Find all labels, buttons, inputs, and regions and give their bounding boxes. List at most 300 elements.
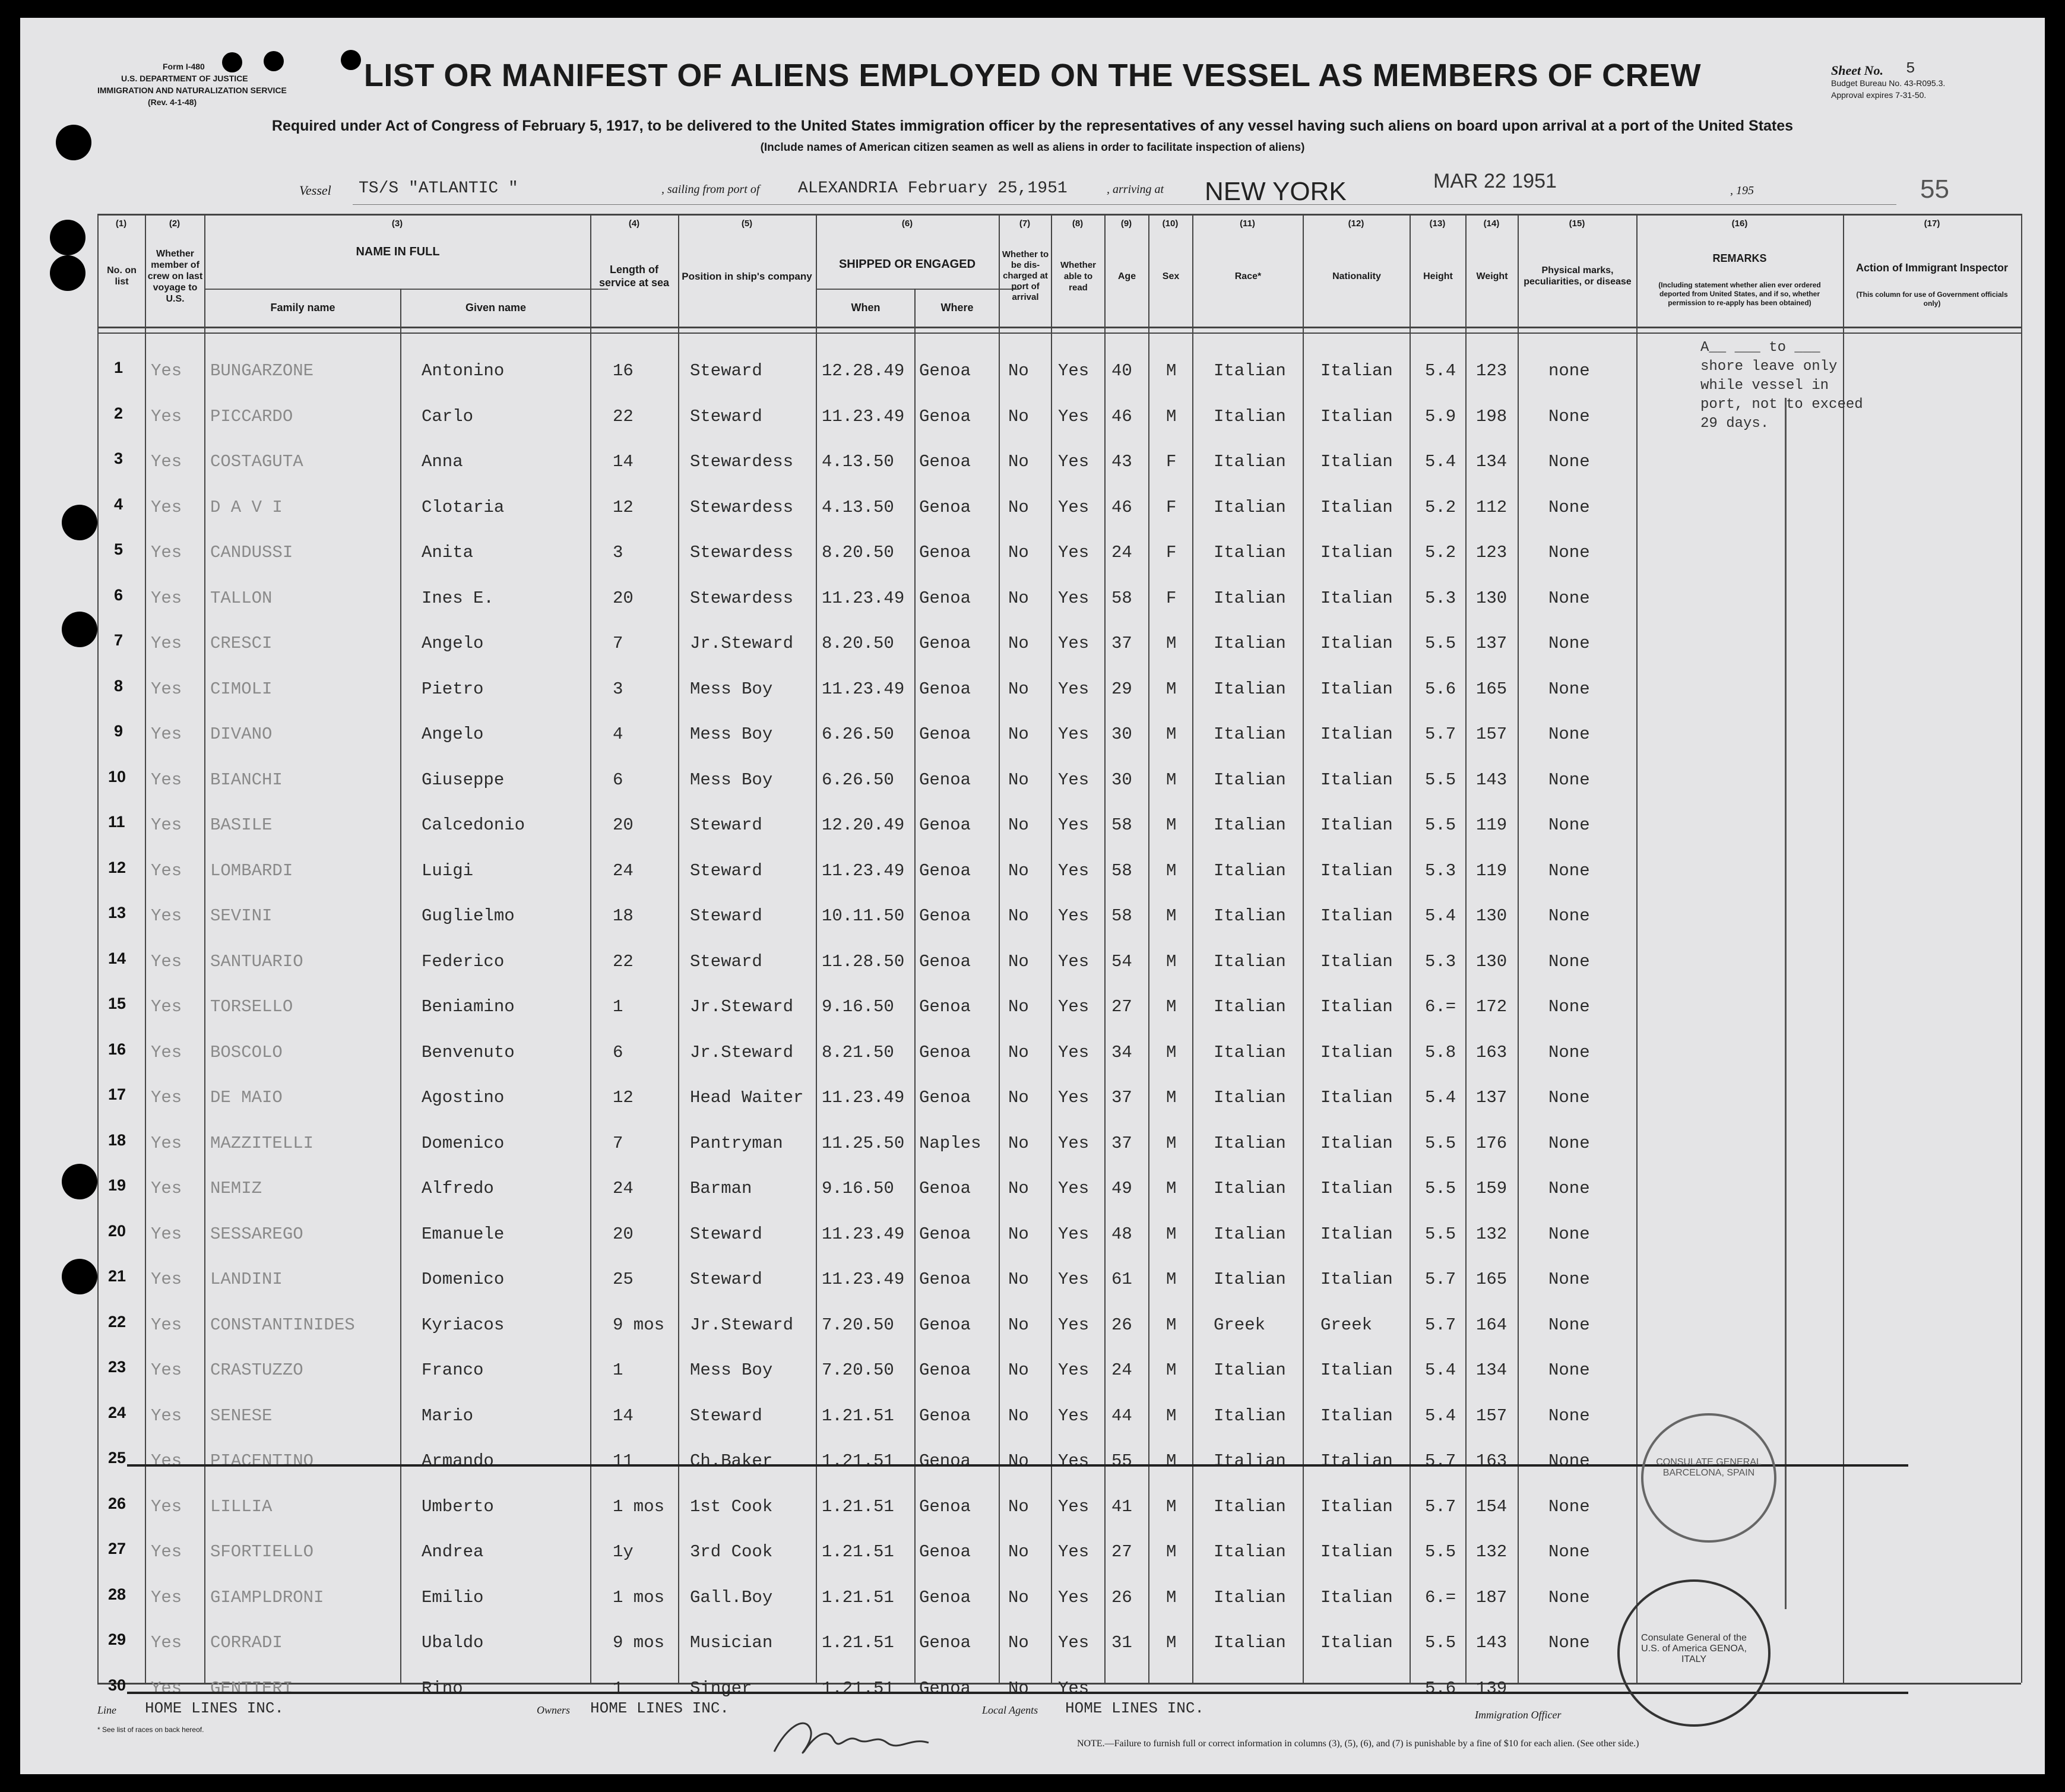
row-sex: M: [1166, 1360, 1177, 1380]
row-able-to-read: Yes: [1058, 1542, 1089, 1562]
row-shipped-when: 1.21.51: [822, 1587, 894, 1607]
row-discharged: No: [1008, 724, 1029, 744]
row-age: 27: [1111, 997, 1132, 1017]
row-service: 1: [613, 1360, 623, 1380]
col-num: (10): [1162, 219, 1179, 229]
row-nationality: Italian: [1320, 497, 1393, 517]
row-physical-marks: None: [1548, 997, 1590, 1017]
col-num: (2): [169, 219, 180, 229]
row-nationality: Italian: [1320, 724, 1393, 744]
row-number: 21: [108, 1267, 126, 1285]
row-age: 49: [1111, 1179, 1132, 1198]
row-able-to-read: Yes: [1058, 1269, 1089, 1289]
row-shipped-where: Genoa: [919, 1405, 971, 1426]
punch-hole: [50, 255, 85, 291]
row-shipped-when: 11.23.49: [822, 860, 905, 881]
row-discharged: No: [1008, 1269, 1029, 1289]
row-able-to-read: Yes: [1058, 679, 1089, 699]
col-num: (16): [1731, 219, 1748, 229]
row-weight: 163: [1476, 1042, 1507, 1062]
row-sex: M: [1166, 634, 1177, 653]
row-service: 22: [613, 951, 634, 971]
row-family-name: DE MAIO: [210, 1088, 283, 1107]
row-race: Italian: [1214, 1405, 1286, 1426]
row-crew: Yes: [151, 1088, 182, 1107]
row-physical-marks: None: [1548, 1088, 1590, 1107]
row-weight: 172: [1476, 997, 1507, 1017]
row-discharged: No: [1008, 1678, 1029, 1698]
table-row: [20, 578, 2045, 623]
row-sex: M: [1166, 1269, 1177, 1289]
row-service: 16: [613, 361, 634, 381]
row-race: Greek: [1214, 1315, 1266, 1335]
row-weight: 130: [1476, 588, 1507, 608]
row-nationality: Italian: [1320, 860, 1393, 881]
row-height: 5.6: [1425, 1678, 1456, 1698]
form-dept: U.S. DEPARTMENT OF JUSTICE: [121, 74, 248, 83]
row-service: 6: [613, 1042, 623, 1062]
row-crew: Yes: [151, 997, 182, 1017]
row-weight: 163: [1476, 1451, 1507, 1471]
row-weight: 134: [1476, 1360, 1507, 1380]
row-given-name: Franco: [422, 1360, 484, 1380]
row-discharged: No: [1008, 997, 1029, 1017]
row-shipped-where: Genoa: [919, 906, 971, 926]
row-discharged: No: [1008, 1633, 1029, 1652]
row-race: Italian: [1214, 724, 1286, 744]
row-given-name: Pietro: [422, 679, 484, 699]
table-row: [20, 1214, 2045, 1259]
row-race: Italian: [1214, 860, 1286, 881]
row-able-to-read: Yes: [1058, 860, 1089, 881]
table-row: [20, 986, 2045, 1031]
row-sex: M: [1166, 1451, 1177, 1471]
row-weight: 130: [1476, 906, 1507, 926]
row-service: 1y: [613, 1542, 634, 1562]
row-height: 5.4: [1425, 1088, 1456, 1107]
row-shipped-when: 1.21.51: [822, 1542, 894, 1562]
row-age: 37: [1111, 1133, 1132, 1153]
row-number: 30: [108, 1676, 126, 1694]
row-position: Steward: [690, 361, 762, 381]
row-discharged: No: [1008, 1451, 1029, 1471]
row-shipped-where: Genoa: [919, 860, 971, 881]
row-given-name: Angelo: [422, 724, 484, 744]
row-physical-marks: None: [1548, 1269, 1590, 1289]
row-nationality: Italian: [1320, 634, 1393, 653]
row-shipped-when: 1.21.51: [822, 1451, 894, 1471]
row-nationality: Italian: [1320, 906, 1393, 926]
row-family-name: BOSCOLO: [210, 1042, 283, 1062]
row-position: 3rd Cook: [690, 1542, 773, 1562]
col-header-remarks: REMARKS: [1712, 252, 1767, 264]
row-weight: 134: [1476, 452, 1507, 471]
row-age: 37: [1111, 634, 1132, 653]
consulate-stamp-barcelona: [1641, 1413, 1776, 1543]
row-given-name: Andrea: [422, 1542, 484, 1562]
budget-bureau: Budget Bureau No. 43-R095.3.: [1831, 78, 1946, 88]
row-able-to-read: Yes: [1058, 1633, 1089, 1652]
row-shipped-where: Genoa: [919, 588, 971, 608]
row-age: 46: [1111, 406, 1132, 426]
row-service: 20: [613, 1224, 634, 1244]
row-service: 7: [613, 1133, 623, 1153]
row-sex: F: [1166, 452, 1177, 471]
row-service: 24: [613, 860, 634, 881]
row-service: 1 mos: [613, 1496, 665, 1516]
row-age: 58: [1111, 588, 1132, 608]
row-shipped-when: 6.26.50: [822, 770, 894, 790]
row-discharged: No: [1008, 951, 1029, 971]
row-number: 5: [114, 540, 123, 558]
row-family-name: SENESE: [210, 1405, 273, 1426]
row-service: 3: [613, 679, 623, 699]
col-header-sex: Sex: [1162, 271, 1180, 281]
row-family-name: LILLIA: [210, 1496, 273, 1516]
row-race: Italian: [1214, 770, 1286, 790]
row-physical-marks: None: [1548, 1451, 1590, 1471]
row-given-name: Anita: [422, 543, 474, 562]
row-able-to-read: Yes: [1058, 1360, 1089, 1380]
row-number: 26: [108, 1494, 126, 1512]
row-family-name: LANDINI: [210, 1269, 283, 1289]
row-discharged: No: [1008, 1133, 1029, 1153]
table-row: [20, 1531, 2045, 1576]
table-row: [20, 941, 2045, 986]
row-able-to-read: Yes: [1058, 1496, 1089, 1516]
row-given-name: Ines E.: [422, 588, 494, 608]
row-given-name: Mario: [422, 1405, 474, 1426]
table-row: [20, 1350, 2045, 1395]
stamp-text: CONSULATE GENERAL BARCELONA, SPAIN: [1656, 1457, 1762, 1478]
row-nationality: Italian: [1320, 1042, 1393, 1062]
row-number: 27: [108, 1540, 126, 1557]
row-age: 30: [1111, 770, 1132, 790]
row-able-to-read: Yes: [1058, 815, 1089, 835]
row-nationality: Italian: [1320, 1269, 1393, 1289]
row-discharged: No: [1008, 1224, 1029, 1244]
row-service: 1 mos: [613, 1587, 665, 1607]
col-header-discharged: Whether to be dis-charged at port of arrival: [1002, 249, 1049, 302]
vessel-label: Vessel: [299, 183, 331, 198]
table-row: [20, 1123, 2045, 1168]
row-sex: M: [1166, 406, 1177, 426]
row-shipped-where: Genoa: [919, 1587, 971, 1607]
row-shipped-when: 9.16.50: [822, 1179, 894, 1198]
col-num: (11): [1240, 219, 1255, 229]
row-age: 54: [1111, 951, 1132, 971]
row-shipped-when: 9.16.50: [822, 997, 894, 1017]
table-row: [20, 396, 2045, 441]
row-position: Barman: [690, 1179, 752, 1198]
row-weight: 164: [1476, 1315, 1507, 1335]
row-shipped-where: Genoa: [919, 1088, 971, 1107]
row-given-name: Kyriacos: [422, 1315, 505, 1335]
row-service: 12: [613, 1088, 634, 1107]
row-weight: 119: [1476, 860, 1507, 881]
row-able-to-read: Yes: [1058, 906, 1089, 926]
row-height: 5.6: [1425, 679, 1456, 699]
row-service: 14: [613, 452, 634, 471]
row-crew: Yes: [151, 1133, 182, 1153]
row-physical-marks: None: [1548, 1587, 1590, 1607]
row-height: 5.5: [1425, 815, 1456, 835]
row-family-name: BUNGARZONE: [210, 361, 314, 381]
row-race: Italian: [1214, 1088, 1286, 1107]
row-service: 4: [613, 724, 623, 744]
row-service: 7: [613, 634, 623, 653]
table-row: [20, 623, 2045, 668]
row-discharged: No: [1008, 497, 1029, 517]
row-sex: M: [1166, 1315, 1177, 1335]
row-number: 7: [114, 631, 123, 649]
row-discharged: No: [1008, 361, 1029, 381]
row-given-name: Antonino: [422, 361, 505, 381]
row-weight: 132: [1476, 1224, 1507, 1244]
col-header-given: Given name: [465, 301, 527, 314]
line-label: Line: [97, 1704, 117, 1716]
row-service: 12: [613, 497, 634, 517]
row-position: Steward: [690, 860, 762, 881]
approval-expires: Approval expires 7-31-50.: [1831, 90, 1927, 100]
row-crew: Yes: [151, 770, 182, 790]
col-header-family: Family name: [270, 301, 335, 314]
row-number: 9: [114, 722, 123, 740]
col-num: (5): [741, 219, 753, 229]
remarks-text: A__ ___ to ___ shore leave only while vessel in port, not to exceed 29 days.: [1700, 340, 1863, 432]
col-num: (4): [628, 219, 640, 229]
row-age: 30: [1111, 724, 1132, 744]
row-age: 24: [1111, 1360, 1132, 1380]
table-row: [20, 1077, 2045, 1122]
row-physical-marks: none: [1548, 361, 1590, 381]
inspector-signature: [768, 1710, 946, 1763]
row-crew: Yes: [151, 679, 182, 699]
row-weight: 157: [1476, 1405, 1507, 1426]
row-crew: Yes: [151, 1451, 182, 1471]
row-able-to-read: Yes: [1058, 588, 1089, 608]
row-given-name: Giuseppe: [422, 770, 505, 790]
col-header-marks: Physical marks, peculiarities, or disease: [1524, 265, 1632, 287]
row-height: 5.4: [1425, 452, 1456, 471]
row-number: 10: [108, 767, 126, 786]
row-age: 26: [1111, 1587, 1132, 1607]
row-shipped-when: 1.21.51: [822, 1405, 894, 1426]
col-header-no: No. on list: [107, 265, 137, 287]
row-sex: M: [1166, 1405, 1177, 1426]
row-sex: M: [1166, 724, 1177, 744]
row-number: 28: [108, 1585, 126, 1603]
col-header-remarks-note: (Including statement whether alien ever ordered deported from United States, and if so, whether permission to re-apply has been obtained): [1658, 280, 1821, 307]
row-able-to-read: Yes: [1058, 1042, 1089, 1062]
row-given-name: Domenico: [422, 1133, 505, 1153]
row-race: Italian: [1214, 1542, 1286, 1562]
row-discharged: No: [1008, 906, 1029, 926]
row-age: 29: [1111, 679, 1132, 699]
row-position: Ch.Baker: [690, 1451, 773, 1471]
row-family-name: LOMBARDI: [210, 860, 293, 881]
row-height: 6.=: [1425, 1587, 1456, 1607]
row-position: Mess Boy: [690, 770, 773, 790]
row-race: Italian: [1214, 1133, 1286, 1153]
row-nationality: Greek: [1320, 1315, 1373, 1335]
row-shipped-where: Genoa: [919, 1678, 971, 1698]
row-age: 61: [1111, 1269, 1132, 1289]
row-given-name: Umberto: [422, 1496, 494, 1516]
row-shipped-when: 8.20.50: [822, 634, 894, 653]
row-age: 44: [1111, 1405, 1132, 1426]
row-nationality: Italian: [1320, 1224, 1393, 1244]
row-discharged: No: [1008, 1315, 1029, 1335]
form-number: Form I-480: [163, 62, 205, 71]
row-given-name: Agostino: [422, 1088, 505, 1107]
row-weight: 112: [1476, 497, 1507, 517]
row-number: 14: [108, 949, 126, 967]
footer-note: NOTE.—Failure to furnish full or correct information in columns (3), (5), (6), and (7) is punishable by a fine of $10 for each alien. (See other side.): [1077, 1739, 1639, 1749]
row-age: 37: [1111, 1088, 1132, 1107]
row-able-to-read: Yes: [1058, 724, 1089, 744]
row-able-to-read: Yes: [1058, 406, 1089, 426]
row-service: 20: [613, 588, 634, 608]
row-physical-marks: None: [1548, 951, 1590, 971]
row-service: 9 mos: [613, 1633, 665, 1652]
row-race: Italian: [1214, 1179, 1286, 1198]
row-race: Italian: [1214, 679, 1286, 699]
row-position: Mess Boy: [690, 679, 773, 699]
row-physical-marks: None: [1548, 1496, 1590, 1516]
row-age: 24: [1111, 543, 1132, 562]
row-able-to-read: Yes: [1058, 1451, 1089, 1471]
row-able-to-read: Yes: [1058, 1587, 1089, 1607]
row-height: 5.5: [1425, 1633, 1456, 1652]
table-row: [20, 1032, 2045, 1077]
row-discharged: No: [1008, 406, 1029, 426]
row-discharged: No: [1008, 452, 1029, 471]
row-shipped-when: 4.13.50: [822, 497, 894, 517]
row-weight: 176: [1476, 1133, 1507, 1153]
col-num: (14): [1483, 219, 1500, 229]
row-sex: M: [1166, 1542, 1177, 1562]
row-shipped-when: 11.23.49: [822, 406, 905, 426]
row-shipped-where: Genoa: [919, 1042, 971, 1062]
row-crew: Yes: [151, 724, 182, 744]
row-crew: Yes: [151, 406, 182, 426]
col-num: (13): [1429, 219, 1446, 229]
row-able-to-read: Yes: [1058, 497, 1089, 517]
row-able-to-read: Yes: [1058, 452, 1089, 471]
row-age: 31: [1111, 1633, 1132, 1652]
row-physical-marks: None: [1548, 815, 1590, 835]
row-crew: Yes: [151, 1678, 182, 1698]
row-shipped-when: 11.23.49: [822, 1224, 905, 1244]
row-shipped-when: 1.21.51: [822, 1633, 894, 1652]
row-able-to-read: Yes: [1058, 951, 1089, 971]
row-able-to-read: Yes: [1058, 997, 1089, 1017]
table-row: [20, 805, 2045, 850]
row-number: 2: [114, 404, 123, 422]
row-given-name: Emilio: [422, 1587, 484, 1607]
row-crew: Yes: [151, 1542, 182, 1562]
row-height: 5.7: [1425, 1315, 1456, 1335]
row-family-name: PIACENTINO: [210, 1451, 314, 1471]
row-shipped-when: 11.28.50: [822, 951, 905, 971]
table-row: [20, 1259, 2045, 1304]
row-shipped-where: Genoa: [919, 951, 971, 971]
row-crew: Yes: [151, 588, 182, 608]
row-height: 5.8: [1425, 1042, 1456, 1062]
row-height: 5.3: [1425, 860, 1456, 881]
row-family-name: SFORTIELLO: [210, 1542, 314, 1562]
row-age: 58: [1111, 860, 1132, 881]
col-header-weight: Weight: [1476, 271, 1508, 281]
date-stamp: MAR 22 1951: [1433, 170, 1557, 192]
row-race: Italian: [1214, 1633, 1286, 1652]
col-header-where: Where: [940, 301, 974, 314]
row-age: 58: [1111, 815, 1132, 835]
row-position: Steward: [690, 1224, 762, 1244]
row-nationality: Italian: [1320, 951, 1393, 971]
row-family-name: CRESCI: [210, 634, 273, 653]
row-age: 27: [1111, 1542, 1132, 1562]
row-height: 5.2: [1425, 543, 1456, 562]
table-row: [20, 441, 2045, 486]
row-height: 6.=: [1425, 997, 1456, 1017]
row-shipped-where: Naples: [919, 1133, 981, 1153]
row-shipped-when: 11.23.49: [822, 679, 905, 699]
row-crew: Yes: [151, 1042, 182, 1062]
row-shipped-when: 12.28.49: [822, 361, 905, 381]
owners-value: HOME LINES INC.: [590, 1699, 730, 1717]
arriving-value: NEW YORK: [1205, 177, 1347, 206]
row-sex: M: [1166, 997, 1177, 1017]
row-height: 5.4: [1425, 1360, 1456, 1380]
row-shipped-where: Genoa: [919, 1633, 971, 1652]
row-service: 1: [613, 997, 623, 1017]
row-position: Jr.Steward: [690, 997, 794, 1017]
row-nationality: Italian: [1320, 1633, 1393, 1652]
row-sex: M: [1166, 1088, 1177, 1107]
row-crew: Yes: [151, 497, 182, 517]
row-sex: M: [1166, 1633, 1177, 1652]
row-shipped-when: 11.23.49: [822, 1269, 905, 1289]
row-weight: 137: [1476, 634, 1507, 653]
races-note: * See list of races on back hereof.: [97, 1725, 204, 1734]
row-given-name: Luigi: [422, 860, 474, 881]
row-race: Italian: [1214, 906, 1286, 926]
row-height: 5.7: [1425, 1269, 1456, 1289]
row-position: Musician: [690, 1633, 773, 1652]
row-discharged: No: [1008, 634, 1029, 653]
officer-label: Immigration Officer: [1475, 1709, 1562, 1721]
row-family-name: BIANCHI: [210, 770, 283, 790]
row-physical-marks: None: [1548, 634, 1590, 653]
row-shipped-where: Genoa: [919, 497, 971, 517]
row-weight: 157: [1476, 724, 1507, 744]
row-able-to-read: Yes: [1058, 543, 1089, 562]
row-family-name: CONSTANTINIDES: [210, 1315, 355, 1335]
row-number: 20: [108, 1221, 126, 1240]
row-discharged: No: [1008, 815, 1029, 835]
row-family-name: TALLON: [210, 588, 273, 608]
row-height: 5.5: [1425, 634, 1456, 653]
col-num: (3): [391, 219, 403, 229]
row-sex: M: [1166, 1224, 1177, 1244]
row-service: 11: [613, 1451, 634, 1471]
row-weight: 123: [1476, 543, 1507, 562]
row-weight: 187: [1476, 1587, 1507, 1607]
row-family-name: CRASTUZZO: [210, 1360, 303, 1380]
row-age: 34: [1111, 1042, 1132, 1062]
